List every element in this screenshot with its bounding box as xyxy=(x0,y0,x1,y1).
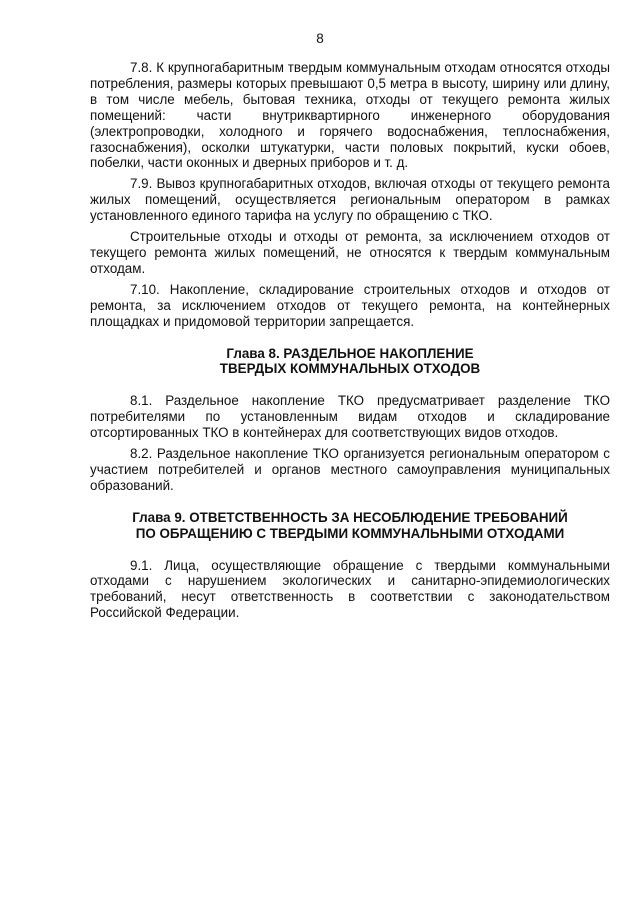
paragraph-8-1: 8.1. Раздельное накопление ТКО предусматривает разделение ТКО потребителями по установленным видам отходов и складирование отсортированных ТКО в контейнерах для соответствующих видов отходов. xyxy=(90,393,610,441)
paragraph-7-8: 7.8. К крупногабаритным твердым коммунальным отходам относятся отходы потребления, размеры которых превышают 0,5 метра в высоту, ширину или длину, в том числе мебель, бытовая техника, отходы от текущего ремонта жилых помещений: части внутриквартирного инженерного оборудования (электропроводки, холодного и горячего водоснабжения, теплоснабжения, газоснабжения), осколки штукатурки, части половых покрытий, куски обоев, побелки, части оконных и дверных приборов и т. д. xyxy=(90,60,610,171)
page-number: 8 xyxy=(316,31,324,46)
paragraph-construction-waste: Строительные отходы и отходы от ремонта, за исключением отходов от текущего ремонта жилых помещений, не относятся к твердым коммунальным отходам. xyxy=(90,229,610,276)
paragraph-8-2: 8.2. Раздельное накопление ТКО организуется региональным оператором с участием потребителей и органов местного самоуправления муниципальных образований. xyxy=(90,446,610,493)
paragraph-9-1: 9.1. Лица, осуществляющие обращение с твердыми коммунальными отходами с нарушением экологических и санитарно-эпидемиологических требований, несут ответственность в соответствии с законодательством Российской Федерации. xyxy=(90,557,610,621)
chapter-8-heading-line-1: Глава 8. РАЗДЕЛЬНОЕ НАКОПЛЕНИЕ xyxy=(226,345,474,361)
chapter-8-heading-line-2: ТВЕРДЫХ КОММУНАЛЬНЫХ ОТХОДОВ xyxy=(219,361,481,377)
paragraph-7-10: 7.10. Накопление, складирование строительных отходов и отходов от ремонта, за исключением отходов от текущего ремонта, на контейнерных площадках и придомовой территории запрещается. xyxy=(90,281,610,329)
document-body xyxy=(90,60,610,626)
chapter-9-heading xyxy=(90,510,610,542)
chapter-9-heading-line-2: ПО ОБРАЩЕНИЮ С ТВЕРДЫМИ КОММУНАЛЬНЫМИ ОТХОДАМИ xyxy=(135,525,565,541)
chapter-9-heading-line-1: Глава 9. ОТВЕТСТВЕННОСТЬ ЗА НЕСОБЛЮДЕНИЕ ТРЕБОВАНИЙ xyxy=(132,509,568,525)
paragraph-7-9: 7.9. Вывоз крупногабаритных отходов, включая отходы от текущего ремонта жилых помещений, осуществляется региональным оператором в рамках установленного единого тарифа на услугу по обращению с ТКО. xyxy=(90,176,610,224)
chapter-8-heading xyxy=(90,346,610,378)
